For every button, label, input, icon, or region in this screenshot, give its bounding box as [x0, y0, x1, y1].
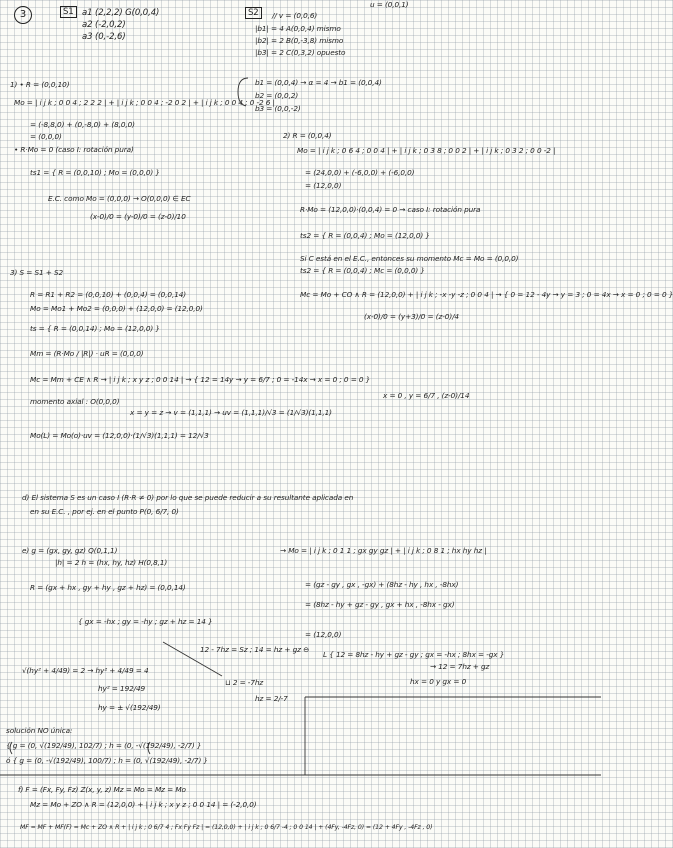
p1-line-4: = (0,0,0): [30, 132, 62, 141]
p2-line-7: Si C está en el E.C., entonces su momento Mc = Mo = (0,0,0): [300, 254, 519, 263]
p5-line-15: 12 - 7hz = Sz ; 14 = hz + gz ⊖: [200, 645, 310, 654]
p3-line-8: momento axial : O(0,0,0): [30, 397, 120, 406]
s2-line-3: |b2| = 2 B(0,-3,8) mismo: [255, 36, 344, 45]
p4-line-1: d) El sistema S es un caso I (R·R ≠ 0) por lo que se puede reducir a su resultante aplicada en: [22, 493, 354, 502]
p1-line-2: Mo = | i j k ; 0 0 4 ; 2 2 2 | + | i j k ; 0 0 4 ; -2 0 2 | + | i j k ; 0 0 4 ; 0 -2 6 |: [14, 98, 275, 107]
s1-line-1: a1 (2,2,2) G(0,0,4): [82, 8, 160, 18]
p3-line-1: 3) S = S1 + S2: [10, 268, 64, 277]
p3-line-6: Mc = Mm + CE ∧ R → | i j k ; x y z ; 0 0 14 | → { 12 = 14y → y = 6/7 ; 0 = -14x → x = 0 ; 0 = 0 }: [30, 375, 371, 384]
p2-line-8: ts2 = { R = (0,0,4) ; Mc = (0,0,0) }: [300, 266, 425, 275]
p2-line-5: R·Mo = (12,0,0)·(0,0,4) = 0 → caso I: rotación pura: [300, 205, 481, 214]
b-line-3: b3 = (0,0,-2): [255, 104, 301, 113]
p5-line-19: ⊔ 2 = -7hz: [225, 678, 264, 687]
p5-line-14: = (12,0,0): [305, 630, 342, 639]
s1-label: S1: [60, 8, 77, 17]
p3-line-10: Mo(L) = Mo(o)·uv = (12,0,0)·(1/√3)(1,1,1) = 12/√3: [30, 431, 209, 440]
p1-line-8: (x-0)/0 = (y-0)/0 = (z-0)/10: [90, 212, 186, 221]
p3-line-2: R = R1 + R2 = (0,0,10) + (0,0,4) = (0,0,14): [30, 290, 187, 299]
p5-line-7: hy = ± √(192/49): [98, 703, 161, 712]
p4-line-2: en su E.C. , por ej. en el punto P(0, 6/7, 0): [30, 507, 179, 516]
p5-line-13: = (8hz - hy + gz - gy , gx + hx , -8hx - gx): [305, 600, 455, 609]
p6-line-3: MF = MF + MF(F) = Mc + ZO ∧ R + | i j k ; 0 6/7 4 ; Fx Fy Fz | = (12,0,0) + | i j k ; 0 6/7 -4 ; 0 0 14 | + (4Fy, -4Fz, 0) = (12 + 4Fy , -4Fz , 0): [20, 824, 433, 831]
p5-line-1: e) g = (gx, gy, gz) Q(0,1,1): [22, 546, 118, 555]
p1-line-6: ts1 = { R = (0,0,10) ; Mo = (0,0,0) }: [30, 168, 160, 177]
p5-line-3: R = (gx + hx , gy + hy , gz + hz) = (0,0,14): [30, 583, 186, 592]
b-line-2: b2 = (0,0,2): [255, 91, 299, 100]
p2-line-3: = (24,0,0) + (-6,0,0) + (-6,0,0): [305, 168, 415, 177]
p2-line-4: = (12,0,0): [305, 181, 342, 190]
p5-line-6: hy² = 192/49: [98, 684, 146, 693]
p5-line-12: = (gz - gy , gx , -gx) + (8hz - hy , hx , -8hx): [305, 580, 459, 589]
p5-line-8: solución NO única:: [6, 726, 73, 735]
brace-s2: [238, 78, 248, 106]
s1-line-2: a2 (-2,0,2): [82, 20, 126, 30]
p6-line-2: Mz = Mo + ZO ∧ R = (12,0,0) + | i j k ; x y z ; 0 0 14 | = (-2,0,0): [30, 800, 257, 809]
p2-line-10: (x-0)/0 = (y+3)/0 = (z-0)/4: [364, 312, 459, 321]
p3-line-4: ts = { R = (0,0,14) ; Mo = (12,0,0) }: [30, 324, 160, 333]
problem-number: 3: [14, 6, 32, 24]
brace-sol-bottom: [148, 742, 150, 754]
arrow-curve-e: [163, 642, 222, 676]
p1-line-3: = (-8,8,0) + (0,-8,0) + (8,0,0): [30, 120, 135, 129]
p2-line-9: Mc = Mo + CO ∧ R = (12,0,0) + | i j k ; -x -y -z ; 0 0 4 | → { 0 = 12 - 4y → y = 3 ; 0 = 4x → x = 0 ; 0 = 0 }: [300, 290, 673, 299]
p5-line-11: → Mo = | i j k ; 0 1 1 ; gx gy gz | + | i j k ; 0 8 1 ; hx hy hz |: [280, 546, 487, 555]
p5-line-18: hx = 0 y gx = 0: [410, 677, 467, 686]
b-line-1: b1 = (0,0,4) → α = 4 → b1 = (0,0,4): [255, 78, 382, 87]
p2-line-1: 2) R = (0,0,4): [283, 131, 332, 140]
brace-sol-top: [10, 742, 12, 754]
p5-line-5: √(hy² + 4/49) = 2 → hy² + 4/49 = 4: [22, 666, 149, 675]
p5-line-20: hz = 2/-7: [255, 694, 288, 703]
s2-line-1: // v = (0,0,6): [272, 11, 318, 20]
p3-line-9: x = y = z → v = (1,1,1) → uv = (1,1,1)/√3 = (1/√3)(1,1,1): [130, 408, 332, 417]
s2-line-2: |b1| = 4 A(0,0,4) mismo: [255, 24, 341, 33]
p1-line-7: E.C. como Mo = (0,0,0) → O(0,0,0) ∈ EC: [48, 194, 191, 203]
s2-line-4: |b3| = 2 C(0,3,2) opuesto: [255, 48, 346, 57]
p6-line-1: f) F = (Fx, Fy, Fz) Z(x, y, z) Mz = Mo = Mz = Mo: [18, 785, 186, 794]
p5-line-10: ó { g = (0, -√(192/49), 100/7) ; h = (0, √(192/49), -2/7) }: [6, 756, 208, 765]
p5-line-4: { gx = -hx ; gy = -hy ; gz + hz = 14 }: [78, 617, 213, 626]
p1-line-5: • R·Mo = 0 (caso I: rotación pura): [14, 145, 134, 154]
p3-line-5: Mm = (R·Mo / |R|) · uR = (0,0,0): [30, 349, 144, 358]
p2-line-2: Mo = | i j k ; 0 6 4 ; 0 0 4 | + | i j k ; 0 3 8 ; 0 0 2 | + | i j k ; 0 3 2 ; 0 0 -2 |: [297, 146, 556, 155]
u-note: u = (0,0,1): [370, 0, 409, 9]
s2-label: S2: [245, 9, 262, 18]
p5-line-17: → 12 = 7hz + gz: [430, 662, 490, 671]
p2-line-6: ts2 = { R = (0,0,4) ; Mo = (12,0,0) }: [300, 231, 430, 240]
p5-line-2: |h| = 2 h = (hx, hy, hz) H(0,8,1): [55, 558, 168, 567]
p5-line-16: L { 12 = 8hz - hy + gz - gy ; gx = -hx ; 8hx = -gx }: [323, 650, 505, 659]
p3-line-3: Mo = Mo1 + Mo2 = (0,0,0) + (12,0,0) = (12,0,0): [30, 304, 203, 313]
p5-line-9: { g = (0, √(192/49), 102/7) ; h = (0, -√(192/49), -2/7) }: [6, 741, 202, 750]
p1-line-1: 1) • R = (0,0,10): [10, 80, 70, 89]
p3-line-7: x = 0 , y = 6/7 , (z-0)/14: [383, 391, 470, 400]
s1-line-3: a3 (0,-2,6): [82, 32, 126, 42]
